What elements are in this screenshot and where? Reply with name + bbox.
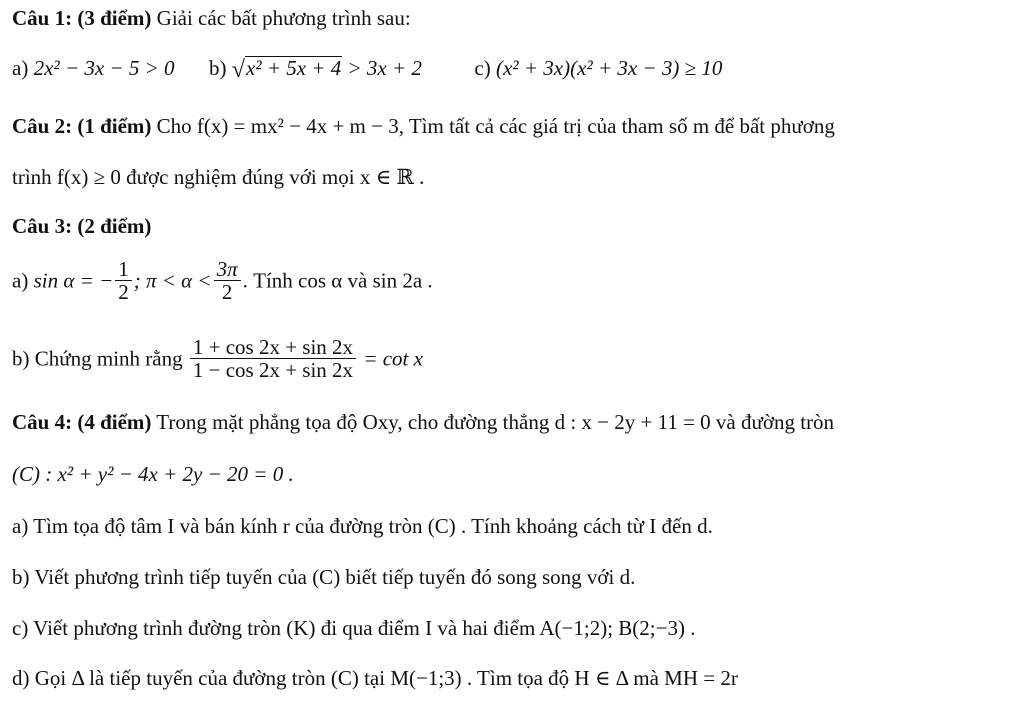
sqrt-sign: √ [231, 57, 245, 83]
q3a-tail: . Tính cos α và sin 2a . [242, 268, 433, 293]
q1a-label: a) [12, 56, 29, 80]
q1c-label: c) [474, 56, 491, 80]
q2-line1 [12, 112, 835, 140]
q2-text1: Cho f(x) = mx² − 4x + m − 3, Tìm tất cả các giá trị của tham số m để bất phương [151, 114, 835, 138]
q3b-num: 1 + cos 2x + sin 2x [190, 336, 356, 359]
q1a-expr: 2x² − 3x − 5 > 0 [33, 56, 175, 80]
q1b-label: b) [209, 56, 227, 80]
q3a-label: a) [12, 268, 29, 293]
q4-line1 [12, 408, 834, 436]
q1c-expr: (x² + 3x)(x² + 3x − 3) ≥ 10 [495, 56, 723, 80]
q2-text2: trình f(x) ≥ 0 được nghiệm đúng với mọi x ∈ ℝ . [12, 165, 425, 189]
q1-title: Câu 1: (3 điểm) [12, 6, 152, 30]
q1-header-line [12, 4, 411, 32]
q4b-line [12, 563, 635, 591]
q3b-den: 1 − cos 2x + sin 2x [192, 358, 354, 382]
q2-title: Câu 2: (1 điểm) [12, 114, 152, 138]
q4a-line [12, 512, 713, 540]
q3a-fraction-2 [214, 258, 241, 303]
q4c-text: c) Viết phương trình đường tròn (K) đi qua điểm I và hai điểm A(−1;2); B(2;−3) . [12, 616, 696, 640]
q4-title: Câu 4: (4 điểm) [12, 410, 152, 434]
q1-text: Giải các bất phương trình sau: [151, 6, 411, 30]
q1b-rhs: > 3x + 2 [347, 56, 422, 80]
q1b-radicand: x² + 5x + 4 [245, 56, 342, 80]
q3a-fraction-1 [115, 258, 132, 303]
q4c-line [12, 614, 695, 642]
q4b-text: b) Viết phương trình tiếp tuyến của (C) biết tiếp tuyến đó song song với d. [12, 565, 636, 589]
q3a-line [12, 258, 433, 303]
q4-text1: Trong mặt phẳng tọa độ Oxy, cho đường thẳng d : x − 2y + 11 = 0 và đường tròn [151, 410, 835, 434]
q3a-mid: ; π < α < [133, 268, 212, 293]
q3b-line [12, 336, 423, 381]
q4a-text: a) Tìm tọa độ tâm I và bán kính r của đường tròn (C) . Tính khoảng cách từ I đến d. [12, 514, 713, 538]
q3-title: Câu 3: (2 điểm) [12, 214, 152, 238]
q4-circle-eq: (C) : x² + y² − 4x + 2y − 20 = 0 . [12, 462, 294, 486]
q4d-text: d) Gọi Δ là tiếp tuyến của đường tròn (C) tại M(−1;3) . Tìm tọa độ H ∈ Δ mà MH = 2r [12, 666, 738, 690]
q3b-text: b) Chứng minh rằng [12, 346, 183, 371]
q4d-line [12, 664, 738, 692]
q3a-frac2-num: 3π [214, 258, 241, 281]
q3a-frac1-num: 1 [115, 258, 132, 281]
q3b-rhs: = cot x [363, 346, 423, 371]
q3a-frac1-den: 2 [118, 280, 129, 304]
q4-line2 [12, 460, 294, 488]
q3-header-line [12, 212, 151, 240]
q1-items-line [12, 54, 722, 84]
q3a-lhs: sin α = − [33, 268, 114, 293]
q3a-frac2-den: 2 [221, 280, 233, 304]
q2-line2 [12, 163, 424, 191]
q3b-fraction [190, 336, 356, 381]
